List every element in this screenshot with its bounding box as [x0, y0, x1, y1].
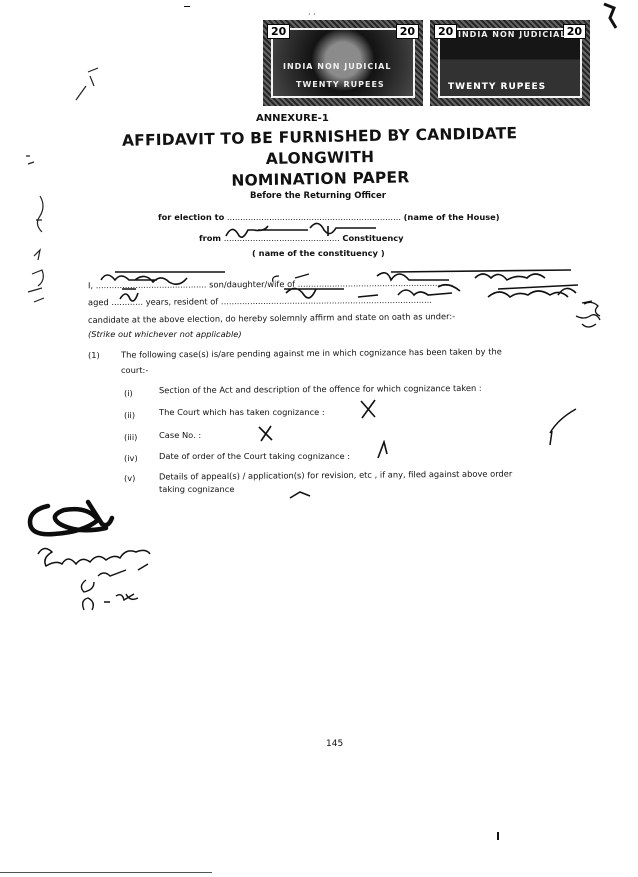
item-number: (v) — [124, 473, 136, 483]
resident-dots: ................................................................................ — [220, 294, 432, 307]
handwritten-cross — [374, 440, 390, 460]
section-text-line-2: court:- — [121, 365, 149, 375]
from-suffix: Constituency — [342, 233, 404, 243]
stamp-value: 20 — [267, 24, 290, 39]
aged-label: aged — [87, 297, 109, 308]
stamp-value: 20 — [434, 24, 457, 39]
candidate-statement: candidate at the above election, do hereby solemnly affirm and state on oath as under:- — [87, 311, 456, 325]
scan-speck — [497, 832, 499, 840]
stamp-text: INDIA NON JUDICIAL — [283, 62, 392, 71]
signature — [18, 484, 188, 624]
stamp-value: 20 — [396, 24, 419, 39]
stamp-value: 20 — [563, 24, 586, 39]
election-prefix: for election to — [158, 212, 225, 222]
scan-speck — [184, 6, 190, 7]
stamp-text: TWENTY RUPEES — [448, 82, 547, 92]
item-text: Section of the Act and description of the offence for which cognizance taken : — [158, 382, 482, 396]
item-number: (ii) — [124, 410, 136, 420]
handwritten-age-address — [118, 283, 628, 309]
strike-out-note: (Strike out whichever not applicable) — [88, 329, 242, 339]
margin-scribbles — [20, 60, 110, 390]
election-dots: .................................................................. — [226, 212, 401, 222]
handwritten-cross — [256, 423, 276, 443]
stamp-text: INDIA NON JUDICIAL — [458, 30, 567, 39]
item-text: Date of order of the Court taking cognizance : — [159, 451, 351, 461]
aged-dots: ............ — [111, 296, 144, 308]
handwritten-cross — [358, 398, 378, 420]
before-returning-officer: Before the Returning Officer — [250, 191, 386, 201]
section-text-line-1: The following case(s) is/are pending against me in which cognizance has been taken by the — [120, 346, 502, 360]
son-of-label: son/daughter/wife of — [209, 278, 296, 290]
scan-speck-text: · · — [308, 10, 316, 19]
item-number: (iv) — [124, 453, 138, 463]
from-dots: ............................................ — [223, 233, 340, 243]
name-dots: .......................................... — [95, 279, 207, 291]
document-title — [99, 123, 540, 194]
handwritten-dash — [288, 488, 312, 502]
title-line-2: NOMINATION PAPER — [231, 168, 410, 190]
stamp-text: TWENTY RUPEES — [296, 80, 385, 89]
item-text: Details of appeal(s) / application(s) for revision, etc , if any, filed against above order — [158, 468, 513, 482]
item-text: The Court which has taken cognizance : — [159, 407, 325, 417]
handwritten-margin-note — [566, 298, 626, 338]
scan-edge — [0, 872, 212, 873]
constituency-note: ( name of the constituency ) — [252, 248, 385, 258]
item-number: (i) — [124, 388, 133, 398]
item-text: Case No. : — [159, 430, 202, 440]
item-number: (iii) — [124, 432, 138, 442]
handwritten-constituency — [218, 222, 388, 244]
corner-scan-mark — [600, 2, 622, 30]
resident-label: years, resident of — [145, 296, 219, 307]
i-prefix: I, — [87, 280, 94, 291]
father-name-dots: ........................................................... — [297, 277, 454, 289]
page-number: 145 — [326, 739, 344, 749]
title-line-1: AFFIDAVIT TO BE FURNISHED BY CANDIDATE ALONGWITH — [121, 124, 518, 169]
handwritten-stroke — [540, 405, 580, 447]
from-prefix: from — [199, 233, 222, 243]
section-number: (1) — [88, 350, 100, 360]
item-text-continued: taking cognizance — [159, 484, 235, 494]
annexure-label: ANNEXURE-1 — [256, 113, 329, 124]
election-suffix: (name of the House) — [403, 212, 500, 222]
election-line — [158, 212, 500, 222]
